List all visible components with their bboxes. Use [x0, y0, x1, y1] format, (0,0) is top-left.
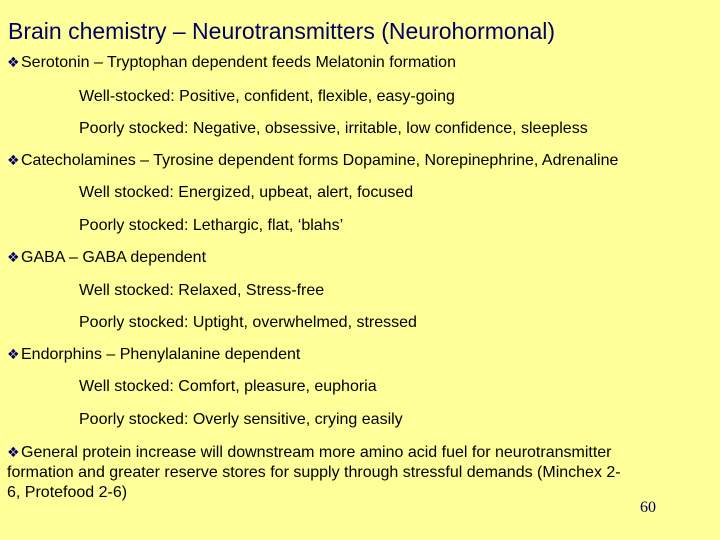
- closing-line-2: formation and greater reserve stores for supply through stressful demands (Minchex 2-: [7, 464, 621, 481]
- diamond-bullet-icon: ❖: [7, 55, 20, 71]
- sub-item-well-stocked: Well stocked: Relaxed, Stress-free: [79, 282, 325, 299]
- bullet-item-catecholamines: [7, 151, 618, 171]
- bullet-heading: Endorphins – Phenylalanine dependent: [21, 346, 301, 363]
- bullet-heading: Serotonin – Tryptophan dependent feeds Melatonin formation: [21, 54, 456, 71]
- sub-item-poorly-stocked: Poorly stocked: Negative, obsessive, irritable, low confidence, sleepless: [79, 120, 588, 137]
- sub-item-well-stocked: Well stocked: Comfort, pleasure, euphoria: [79, 378, 377, 395]
- bullet-item-endorphins: [7, 345, 300, 365]
- closing-line-3: 6, Protefood 2-6): [7, 484, 128, 501]
- slide-title: Brain chemistry – Neurotransmitters (Neurohormonal): [8, 18, 556, 44]
- bullet-item-gaba: [7, 248, 206, 268]
- diamond-bullet-icon: ❖: [7, 250, 20, 266]
- sub-item-poorly-stocked: Poorly stocked: Lethargic, flat, ‘blahs’: [79, 217, 344, 234]
- diamond-bullet-icon: ❖: [7, 445, 20, 461]
- sub-item-well-stocked: Well-stocked: Positive, confident, flexible, easy-going: [79, 88, 455, 105]
- sub-item-poorly-stocked: Poorly stocked: Uptight, overwhelmed, stressed: [79, 314, 417, 331]
- closing-line-1: [7, 443, 707, 463]
- diamond-bullet-icon: ❖: [7, 153, 20, 169]
- page-number: 60: [640, 499, 656, 516]
- diamond-bullet-icon: ❖: [7, 347, 20, 363]
- closing-paragraph: [7, 443, 707, 503]
- bullet-heading: GABA – GABA dependent: [21, 249, 207, 266]
- sub-item-poorly-stocked: Poorly stocked: Overly sensitive, crying easily: [79, 411, 403, 428]
- bullet-heading: Catecholamines – Tyrosine dependent forms Dopamine, Norepinephrine, Adrenaline: [21, 152, 619, 169]
- bullet-item-serotonin: [7, 53, 456, 73]
- sub-item-well-stocked: Well stocked: Energized, upbeat, alert, focused: [79, 184, 414, 201]
- closing-text: General protein increase will downstream more amino acid fuel for neurotransmitter: [21, 444, 612, 461]
